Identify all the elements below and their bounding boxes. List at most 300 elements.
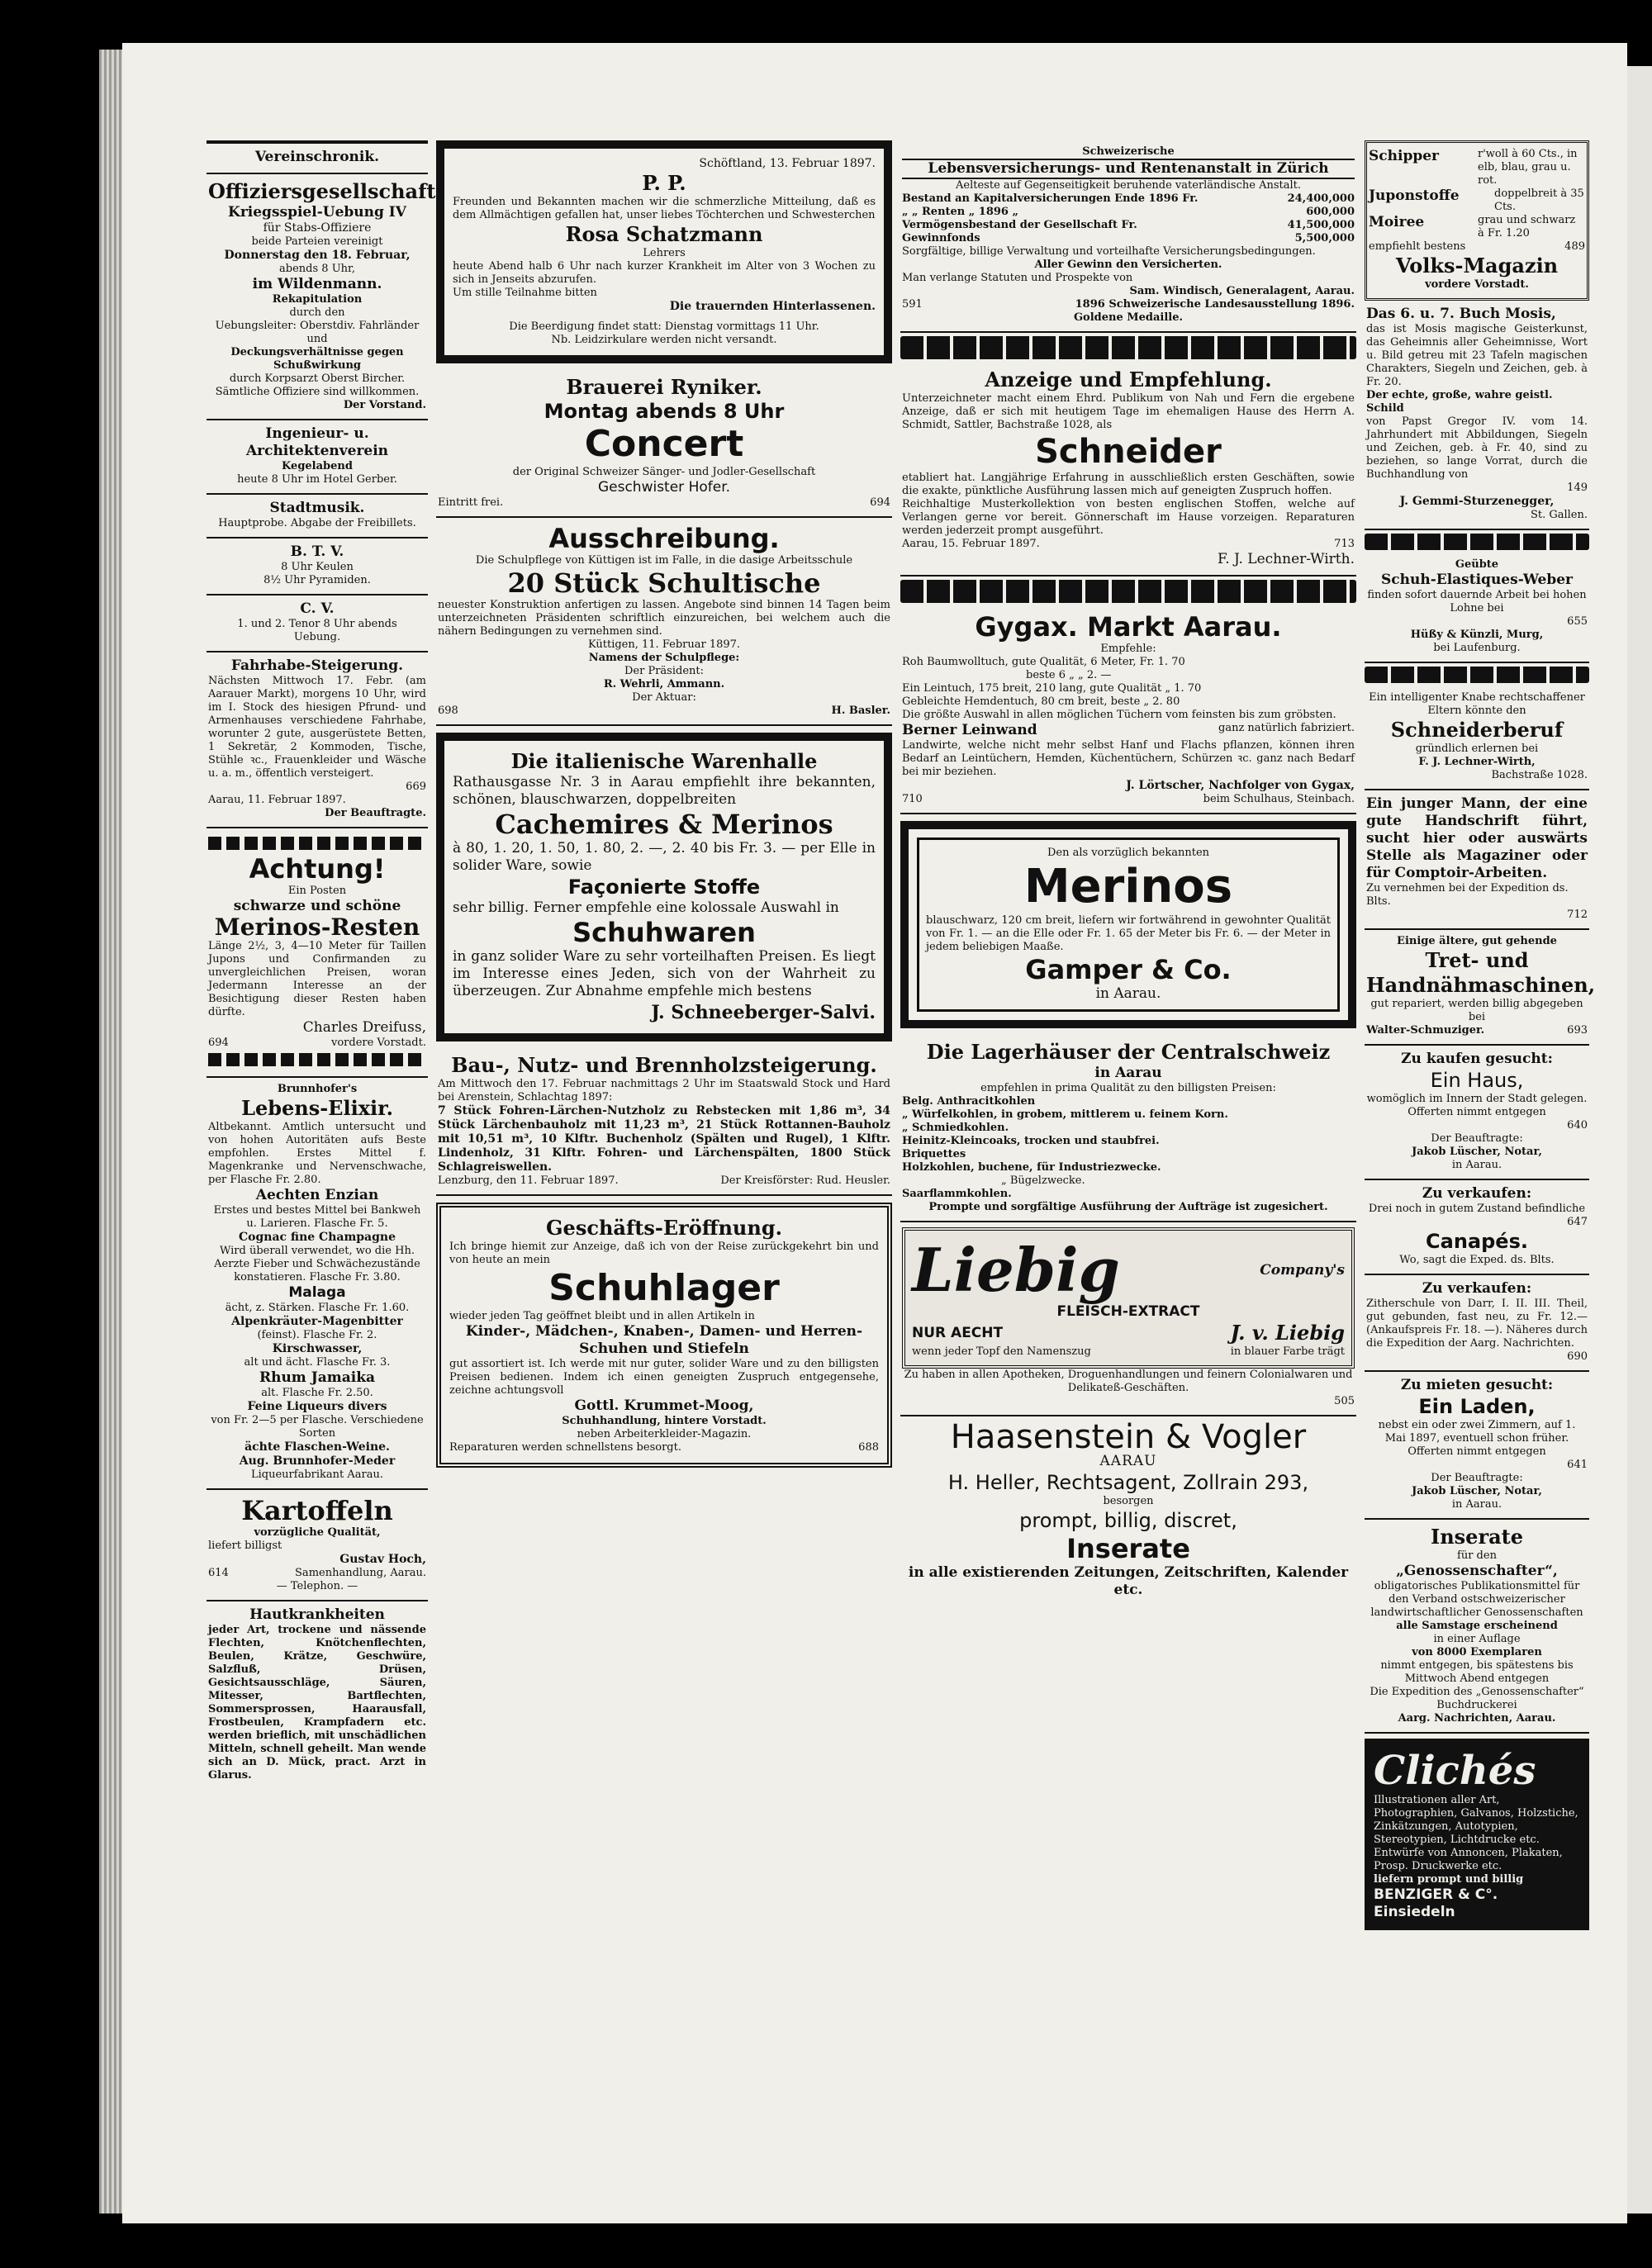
ad-number: 614 <box>208 1567 229 1579</box>
ad-kartoffeln <box>206 1490 428 1601</box>
ad-laden-gesucht <box>1365 1372 1589 1520</box>
text: Entwürfe von Annoncen, Plakaten, Prosp. Druckwerke etc. <box>1374 1847 1563 1872</box>
ornament-bar <box>208 837 426 850</box>
heading: Vereinschronik. <box>254 149 380 165</box>
brand-logo: Liebig <box>912 1235 1120 1305</box>
text: 8½ Uhr Pyramiden. <box>263 574 371 586</box>
heading: Kartoffeln <box>241 1495 393 1526</box>
text: der Original Schweizer Sänger- und Jodler-Gesellschaft <box>512 466 816 478</box>
text: Den als vorzüglich bekannten <box>1047 847 1210 859</box>
product: Rhum Jamaika <box>259 1369 376 1386</box>
text: durch Korpsarzt Oberst Bircher. <box>229 372 406 385</box>
signature: Der Beauftragte. <box>325 807 426 819</box>
ad-genossenschafter <box>1365 1520 1589 1734</box>
ad-stellengesuch <box>1365 790 1589 930</box>
advertiser: F. J. Lechner-Wirth. <box>1218 551 1355 567</box>
heading: Schuh-Elastiques-Weber <box>1380 572 1573 588</box>
text: Die Expedition des „Genossenschafter“ <box>1370 1686 1584 1698</box>
address: in Aarau. <box>1095 985 1161 1002</box>
text: Reparaturen werden schnellstens besorgt. <box>449 1441 681 1454</box>
ad-number: 505 <box>1334 1395 1355 1407</box>
ad-zitherschule <box>1365 1275 1589 1372</box>
ad-number: 694 <box>208 1037 229 1049</box>
text: H. Basler. <box>831 705 890 717</box>
headline: Tret- und Handnähmaschinen, <box>1366 948 1596 997</box>
price-line: Ein Leintuch, 175 breit, 210 lang, gute Qualität „ 1. 70 <box>902 682 1202 695</box>
heading: Ausschreibung. <box>548 523 780 554</box>
ad-number: 712 <box>1567 909 1588 921</box>
headline: Merinos <box>1023 860 1233 913</box>
text: Gewinnfonds <box>902 232 980 244</box>
text: 1. und 2. Tenor 8 Uhr abends <box>237 618 397 630</box>
address: Samenhandlung, Aarau. <box>295 1567 426 1579</box>
text: Schweizerische <box>1082 145 1175 158</box>
product: Holzkohlen, buchene, für Industriezwecke. <box>902 1161 1161 1174</box>
text: Schußwirkung <box>273 359 362 372</box>
text: (feinst). Flasche Fr. 2. <box>257 1329 377 1341</box>
ad-number: 489 <box>1564 240 1585 253</box>
text: ächt, z. Stärken. Flasche Fr. 1.60. <box>225 1302 410 1314</box>
text: Company's <box>1260 1261 1345 1279</box>
brand-logo: Clichés <box>1374 1748 1536 1794</box>
ad-number: 655 <box>1567 615 1588 628</box>
text: Uebungsleiter: Oberstdiv. Fahrländer <box>215 320 420 332</box>
text: alle Samstage erscheinend <box>1396 1620 1558 1632</box>
product: Aechten Enzian <box>255 1187 379 1203</box>
date: Küttigen, 11. Februar 1897. <box>587 638 741 651</box>
ad-todesanzeige <box>436 140 892 363</box>
text: Wo, sagt die Exped. ds. Blts. <box>1399 1254 1555 1266</box>
ad-number: 698 <box>438 705 458 717</box>
heading: Stadtmusik. <box>269 500 365 516</box>
advertiser: J. Lörtscher, Nachfolger von Gygax, <box>1126 779 1355 792</box>
text: doppelbreit à 35 Cts. <box>1494 187 1584 213</box>
text: Die Schulpflege von Küttigen ist im Falle, in die dasige Arbeitsschule <box>475 554 853 567</box>
heading: C. V. <box>300 600 335 617</box>
next-page-edge <box>1627 66 1652 2213</box>
advertiser: Gamper & Co. <box>1025 954 1232 985</box>
advertiser: Charles Dreifuss, <box>302 1019 426 1036</box>
text: 1896 Schweizerische Landesausstellung 1896. <box>1075 298 1355 311</box>
text: Nb. Leidzirkulare werden nicht versandt. <box>551 334 777 346</box>
ad-italienische-warenhalle <box>436 733 892 1041</box>
product: Berner Leinwand <box>902 722 1037 738</box>
product: Juponstoffe <box>1369 187 1460 204</box>
text: „ „ Renten „ 1896 „ <box>902 206 1018 218</box>
text: wenn jeder Topf den Namenszug <box>912 1345 1091 1358</box>
headline: Merinos-Resten <box>214 913 420 941</box>
text: r'woll à 60 Cts., in elb, blau, grau u. rot. <box>1478 148 1578 187</box>
text: das ist Mosis magische Geisterkunst, das Geheimnis aller Geheimnisse, Wort u. Bild getreu mit 23 Tafeln magischen Charakters, Siegeln und Zeichen, geb. à Fr. 20. <box>1366 323 1588 388</box>
ad-liebig <box>900 1222 1356 1416</box>
text: Deckungsverhältnisse gegen <box>230 346 404 358</box>
ad-holzsteigerung <box>436 1048 892 1196</box>
text: Am Mittwoch den 17. Februar nachmittags 2 Uhr im Staatswald Stock und Hard bei Arenstein, Schlachtag 1897: <box>438 1078 890 1103</box>
text: R. Wehrli, Ammann. <box>603 678 725 690</box>
address: beim Schulhaus, Steinbach. <box>1203 793 1355 805</box>
value: 41,500,000 <box>1287 219 1355 231</box>
product: Saarflammkohlen. <box>902 1188 1012 1200</box>
text: Sorgfältige, billige Verwaltung und vorteilhafte Versicherungsbedingungen. <box>902 245 1316 258</box>
column-3 <box>900 140 1356 1606</box>
ad-btv <box>206 539 428 595</box>
ad-number: 640 <box>1567 1119 1588 1132</box>
product: Heinitz-Kleincoaks, trocken und staubfrei. <box>902 1135 1160 1147</box>
ad-geschaefts-eroeffnung <box>436 1203 892 1468</box>
text: Empfehle: <box>1100 643 1156 655</box>
text: Zitherschule von Darr, I. II. III. Theil, gut gebunden, fast neu, zu Fr. 12.— (Ankaufspreis Fr. 18. —). Näheres durch die Expedition der Aarg. Nachrichten. <box>1366 1298 1588 1350</box>
text: neuester Konstruktion anfertigen zu lassen. Angebote sind binnen 14 Tagen beim unterzeichneten Präsidenten schriftlich einzureichen, bei welchem auch die nähern Bedingungen zu vernehmen sind. <box>438 599 890 638</box>
text: liefern prompt und billig <box>1374 1873 1524 1886</box>
text: 7 Stück Fohren-Lärchen-Nutzholz zu Rebstecken mit 1,86 m³, 34 Stück Lärchenbauholz mit 11,23 m³, 21 Stück Rottannen-Bauholz mit 10,51 m³, 10 Klftr. Buchenholz (Spälten und Rugel), 1 Klftr. Lindenholz, 31 Klftr. Fohren- und Lärchenspälten, 1800 Stück Schlagreiswellen. <box>438 1104 890 1174</box>
heading: Zu kaufen gesucht: <box>1401 1051 1553 1067</box>
text: Die größte Auswahl in allen möglichen Tüchern vom feinsten bis zum gröbsten. <box>902 709 1336 721</box>
text: Erstes und bestes Mittel bei Bankweh u. Larieren. Flasche Fr. 5. <box>213 1204 421 1230</box>
text: heute Abend halb 6 Uhr nach kurzer Krankheit im Alter von 3 Wochen zu sich in Jenseits abzurufen. <box>453 260 876 286</box>
text: Landwirte, welche nicht mehr selbst Hanf und Flachs pflanzen, können ihren Bedarf an Leintüchern, Hemden, Küchentüchern, Schürzen ꝛc. ganz nach Bedarf bei mir beziehen. <box>902 739 1355 778</box>
text: Länge 2½, 3, 4—10 Meter für Taillen Jupons und Confirmanden zu unvergleichlichen Preisen, woran Jedermann Interesse an der Besichtigung dieser Resten haben dürfte. <box>208 940 426 1018</box>
text: Der echte, große, wahre geistl. Schild <box>1366 389 1553 415</box>
text: Ich bringe hiemit zur Anzeige, daß ich von der Reise zurückgekehrt bin und von heute an mein <box>449 1241 879 1266</box>
text: Ein Posten <box>287 885 347 897</box>
heading: Lebens-Elixir. <box>241 1096 393 1120</box>
text: besorgen <box>1103 1495 1154 1507</box>
ad-hautkrankheiten <box>206 1601 428 1789</box>
value: 600,000 <box>1306 206 1355 218</box>
text: Schuhhandlung, hintere Vorstadt. <box>562 1415 767 1427</box>
text: finden sofort dauernde Arbeit bei hohen Lohne bei <box>1367 589 1587 614</box>
text: à 80, 1. 20, 1. 50, 1. 80, 2. —, 2. 40 bis Fr. 3. — per Elle in solider Ware, sowie <box>453 840 876 874</box>
ad-number: 591 <box>902 298 923 311</box>
ad-vereinschronik <box>206 140 428 174</box>
advertiser: Gottl. Krummet-Moog, <box>574 1397 754 1414</box>
advertiser: F. J. Lechner-Wirth, <box>1418 756 1536 768</box>
deceased-name: Rosa Schatzmann <box>565 222 763 246</box>
product: Alpenkräuter-Magenbitter <box>231 1315 403 1328</box>
ad-concert <box>436 370 892 518</box>
text: Ein junger Mann, der eine gute Handschrift führt, sucht hier oder auswärts Stelle als Magaziner oder für Comptoir-Arbeiten. <box>1366 795 1588 881</box>
text: für den <box>1457 1549 1497 1562</box>
headline: Inserate <box>1066 1533 1190 1564</box>
text: Ein intelligenter Knabe rechtschaffener Eltern könnte den <box>1369 691 1585 717</box>
headline: Schneider <box>1035 433 1222 471</box>
heading: Lebensversicherungs- und Rentenanstalt in Zürich <box>902 159 1355 179</box>
text: Montag abends 8 Uhr <box>544 400 785 423</box>
heading: Anzeige und Empfehlung. <box>985 368 1272 391</box>
date: Aarau, 11. Februar 1897. <box>208 794 346 806</box>
product: ächte Flaschen-Weine. <box>244 1440 390 1454</box>
ad-canapes <box>1365 1180 1589 1275</box>
performers: Geschwister Hofer. <box>597 479 731 496</box>
text: Bestand an Kapitalversicherungen Ende 1896 Fr. <box>902 192 1199 205</box>
ad-number: 713 <box>1334 538 1355 550</box>
text: H. Heller, Rechtsagent, Zollrain 293, <box>947 1471 1309 1494</box>
headline: Schneiderberuf <box>1390 718 1564 742</box>
value: 24,400,000 <box>1287 192 1355 205</box>
headline: Kinder-, Mädchen-, Knaben-, Damen- und Herren-Schuhen und Stiefeln <box>465 1323 863 1357</box>
ad-volks-magazin <box>1365 140 1589 301</box>
address: in Aarau. <box>1451 1498 1502 1511</box>
ad-lagerhaeuser <box>900 1035 1356 1222</box>
text: vorzügliche Qualität, <box>254 1526 381 1539</box>
text: Altbekannt. Amtlich untersucht und von hohen Autoritäten aufs Beste empfohlen. Erstes Mittel f. Magenkranke und Nervenschwache, per Flasche Fr. 2.80. <box>208 1121 426 1186</box>
text: Unterzeichneter macht einem Ehrd. Publikum von Nah und Fern die ergebene Anzeige, daß er sich mit heutigem Tage im ehemaligen Hause des Herrn A. Schmidt, Sattler, Bachstraße 1028, als <box>902 392 1355 431</box>
text: Um stille Teilnahme bitten <box>453 287 597 299</box>
text: Reichhaltige Musterkollektion von besten englischen Stoffen, welche auf Verlangen gerne vor bereit. Gönnerschaft im Hause vorzeigen. Reparaturen werden jederzeit prompt ausgeführt. <box>902 498 1355 537</box>
text: im Wildenmann. <box>252 276 382 292</box>
text: Aelteste auf Gegenseitigkeit beruhende vaterländische Anstalt. <box>956 179 1301 192</box>
ad-cv <box>206 595 428 652</box>
text: in Aarau <box>1094 1065 1162 1081</box>
ad-lebensversicherung <box>900 140 1356 333</box>
text: prompt, billig, discret, <box>1019 1509 1237 1532</box>
product: Cognac fine Champagne <box>239 1231 396 1244</box>
text: liefert billigst <box>208 1540 282 1552</box>
heading: B. T. V. <box>290 543 344 560</box>
text: Geübte <box>1455 558 1499 571</box>
text: gut assortiert ist. Ich werde mit nur guter, solider Ware und zu den billigsten Preisen bedienen. Indem ich einen geneigten Zuspruch entgegensehe, zeichne achtungsvoll <box>449 1358 879 1397</box>
signature: Der Kreisförster: Rud. Heusler. <box>720 1174 890 1187</box>
page-edge-stack <box>99 50 122 2213</box>
text: Die Beerdigung findet statt: Dienstag vormittags 11 Uhr. <box>509 320 819 333</box>
text: Sam. Windisch, Generalagent, Aarau. <box>1129 285 1355 297</box>
product: Kirschwasser, <box>272 1342 363 1355</box>
product: „ Bügelzwecke. <box>1001 1174 1085 1187</box>
heading: Die italienische Warenhalle <box>510 749 818 773</box>
product: „ Würfelkohlen, in grobem, mittlerem u. feinem Korn. <box>902 1108 1228 1121</box>
ad-number: 688 <box>858 1441 879 1454</box>
ad-offiziersgesellschaft <box>206 174 443 420</box>
advertiser: Volks-Magazin <box>1395 254 1559 278</box>
ad-ingenieurverein <box>206 420 428 495</box>
text: Der Präsident: <box>624 665 704 677</box>
advertiser: BENZIGER & C°. Einsiedeln <box>1374 1886 1498 1920</box>
headline: Schuhlager <box>548 1267 780 1309</box>
ornament-bar <box>208 1053 426 1066</box>
text: in einer Auflage <box>1433 1633 1521 1645</box>
ad-number: 690 <box>1567 1350 1588 1363</box>
text: Rekapitulation <box>272 293 363 306</box>
heading: Ingenieur- u. Architektenverein <box>245 425 389 459</box>
signature: Die trauernden Hinterlassenen. <box>669 300 876 313</box>
date: Aarau, 15. Februar 1897. <box>902 538 1040 550</box>
text: Goldene Medaille. <box>1073 311 1184 324</box>
ad-cliches-benziger <box>1365 1739 1589 1930</box>
date: Schöftland, 13. Februar 1897. <box>699 157 876 170</box>
advertiser: Aug. Brunnhofer-Meder <box>239 1454 396 1468</box>
advertiser: Jakob Lüscher, Notar, <box>1412 1146 1542 1158</box>
text: 8 Uhr Keulen <box>281 561 354 573</box>
ad-merinos-gamper <box>900 821 1356 1028</box>
text: Buchdruckerei <box>1436 1699 1517 1711</box>
text: Aarg. Nachrichten, Aarau. <box>1398 1712 1556 1725</box>
address: vordere Vorstadt. <box>330 1037 426 1049</box>
text: etabliert hat. Langjährige Erfahrung in ausschließlich ersten Geschäften, sowie die exakte, pünktliche Ausführung lassen mich auf geneigten Zuspruch hoffen. <box>902 472 1355 497</box>
price-line: Roh Baumwolltuch, gute Qualität, 6 Meter, Fr. 1. 70 <box>902 656 1185 668</box>
column-4 <box>1365 140 1596 1930</box>
ad-number: 710 <box>902 793 923 805</box>
advertiser: Hüßy & Künzli, Murg, <box>1410 629 1544 641</box>
text: Vermögensbestand der Gesellschaft Fr. <box>902 219 1137 231</box>
text: schwarze und schöne <box>233 898 401 914</box>
ornament-bar <box>1365 667 1589 683</box>
signature: J. v. Liebig <box>1230 1321 1345 1345</box>
ad-number: 693 <box>1567 1024 1588 1037</box>
subheading: Kriegsspiel-Uebung IV <box>228 204 406 221</box>
heading: Die Lagerhäuser der Centralschweiz <box>926 1040 1331 1064</box>
text: abends 8 Uhr, <box>279 263 355 275</box>
heading: Offiziersgesellschaft. <box>208 179 443 203</box>
text: Freunden und Bekannten machen wir die schmerzliche Mitteilung, daß es dem Allmächtigen gefallen hat, unser liebes Töchterchen und Schwesterchen <box>453 196 876 221</box>
ad-buch-mosis <box>1365 301 1589 530</box>
ad-gygax <box>900 606 1356 814</box>
text: NUR AECHT <box>912 1324 1004 1341</box>
text: Zu vernehmen bei der Expedition ds. Blts. <box>1366 882 1569 908</box>
telephone: — Telephon. — <box>276 1580 358 1592</box>
ad-ausschreibung <box>436 518 892 726</box>
product: Feine Liqueurs divers <box>247 1400 387 1413</box>
price-line: beste 6 „ „ 2. — <box>1026 669 1112 681</box>
headline: Concert <box>584 423 744 465</box>
signature: Der Vorstand. <box>343 399 426 411</box>
ad-number: 641 <box>1567 1459 1588 1471</box>
heading: Zu mieten gesucht: <box>1400 1377 1554 1393</box>
headline: 20 Stück Schultische <box>507 567 821 599</box>
text: in blauer Farbe trägt <box>1230 1345 1345 1358</box>
ornament-bar <box>900 580 1356 603</box>
ad-number: 149 <box>1567 482 1588 494</box>
text: wieder jeden Tag geöffnet bleibt und in allen Artikeln in <box>449 1310 755 1322</box>
heading: Brauerei Ryniker. <box>566 375 762 399</box>
ad-number: 669 <box>406 781 426 793</box>
date: Lenzburg, den 11. Februar 1897. <box>438 1174 619 1187</box>
ad-number: 694 <box>870 496 890 509</box>
value: 5,500,000 <box>1294 232 1355 244</box>
headline: Façonierte Stoffe <box>567 875 761 899</box>
address: St. Gallen. <box>1530 509 1588 521</box>
product: „ Schmiedkohlen. <box>902 1122 1009 1134</box>
text: jeder Art, trockene und nässende Flechten, Knötchenflechten, Beulen, Krätze, Geschwüre, Salzfluß, Drüsen, Gesichtsausschläge, Säuren, Mitesser, Bartflechten, Sommersprossen, Haarausfall, Frostbeulen, Krampfadern etc. werden brieflich, mit unschädlichen Mitteln, schnell geheilt. Man wende sich an D. Mück, pract. Arzt in Glarus. <box>208 1624 426 1782</box>
text: Der Aktuar: <box>632 691 696 704</box>
text: von Papst Gregor IV. vom 14. Jahrhundert mit Abbildungen, Siegeln und Zeichen, geb. à Fr. 40, sind zu beziehen, so lange Vorrat, durch die Buchhandlung von <box>1366 415 1588 481</box>
text: Der Beauftragte: <box>1431 1132 1523 1145</box>
product: Schipper <box>1369 148 1439 164</box>
text: Nächsten Mittwoch 17. Febr. (am Aarauer Markt), morgens 10 Uhr, wird im I. Stock des hiesigen Pfrund- und Armenhauses verschiedene Fahrhabe, worunter 2 gute, ausgerüstete Betten, 1 Sekretär, 2 Kommoden, Tische, Stühle ꝛc., Frauenkleider und Wäsche u. a. m., öffentlich versteigert. <box>208 675 426 780</box>
heading: Das 6. u. 7. Buch Mosis, <box>1366 306 1556 322</box>
text: Wird überall verwendet, wo die Hh. Aerzte Fieber und Schwächezustände konstatieren. Flasche Fr. 3.80. <box>214 1245 420 1283</box>
ornament-bar <box>1365 534 1589 550</box>
text: Lehrers <box>643 247 686 259</box>
product: FLEISCH-EXTRACT <box>1056 1303 1200 1320</box>
ad-achtung <box>206 828 428 1078</box>
text: nimmt entgegen, bis spätestens bis Mittwoch Abend entgegen <box>1380 1659 1574 1685</box>
text: empfehlen in prima Qualität zu den billigsten Preisen: <box>980 1082 1276 1094</box>
heading: Gygax. Markt Aarau. <box>975 611 1282 643</box>
ad-lehrstelle <box>1365 686 1589 790</box>
address: in Aarau. <box>1451 1159 1502 1171</box>
heading: Achtung! <box>249 853 386 885</box>
advertiser: Gustav Hoch, <box>339 1553 426 1566</box>
ad-stadtmusik <box>206 495 428 539</box>
text: Donnerstag den 18. Februar, <box>224 249 411 262</box>
advertiser: J. Schneeberger-Salvi. <box>651 1002 876 1023</box>
text: Illustrationen aller Art, Photographien, Galvanos, Holzstiche, Zinkätzungen, Autotypien, Stereotypien, Lichtdrucke etc. <box>1374 1794 1578 1846</box>
headline: Schuhwaren <box>572 917 756 948</box>
ad-number: 647 <box>1567 1216 1588 1228</box>
text: und <box>306 333 328 345</box>
text: Hauptprobe. Abgabe der Freibillets. <box>218 517 416 529</box>
text: Rathausgasse Nr. 3 in Aarau empfiehlt ihre bekannten, schönen, blauschwarzen, doppelbreiten <box>453 774 876 808</box>
ornament-bar <box>900 336 1356 359</box>
text: Man verlange Statuten und Prospekte von <box>902 272 1133 284</box>
headline: Canapés. <box>1426 1230 1528 1253</box>
text: Einige ältere, gut gehende <box>1397 935 1557 947</box>
heading: Inserate <box>1430 1525 1523 1549</box>
text: Uebung. <box>293 631 341 643</box>
text: obligatorisches Publikationsmittel für den Verband ostschweizerischer landwirtschaftlicher Genossenschaften <box>1370 1580 1583 1619</box>
text: Liqueurfabrikant Aarau. <box>251 1469 383 1481</box>
advertiser: Jakob Lüscher, Notar, <box>1412 1485 1542 1497</box>
text: Sämtliche Offiziere sind willkommen. <box>215 386 420 398</box>
ad-lebens-elixir <box>206 1078 428 1490</box>
text: AARAU <box>1099 1453 1157 1469</box>
text: für Stabs-Offiziere <box>263 221 372 235</box>
ad-anzeige-empfehlung <box>900 363 1356 576</box>
ad-schuh-elastiques <box>1365 553 1589 663</box>
text: sehr billig. Ferner empfehle eine kolossale Auswahl in <box>453 899 839 916</box>
text: Der Beauftragte: <box>1431 1472 1523 1484</box>
heading: Geschäfts-Eröffnung. <box>546 1216 782 1240</box>
text: Aller Gewinn den Versicherten. <box>1034 259 1222 271</box>
salutation: P. P. <box>642 171 686 195</box>
heading: Zu verkaufen: <box>1422 1185 1532 1202</box>
product: Moiree <box>1369 214 1425 230</box>
heading: Zu verkaufen: <box>1422 1280 1532 1297</box>
heading: Bau-, Nutz- und Brennholzsteigerung. <box>451 1053 877 1077</box>
text: Eintritt frei. <box>438 496 504 509</box>
text: beide Parteien vereinigt <box>251 235 383 248</box>
column-2 <box>436 140 892 1468</box>
advertiser: Walter-Schmuziger. <box>1366 1024 1485 1037</box>
headline: „Genossenschafter“, <box>1396 1563 1558 1579</box>
text: von 8000 Exemplaren <box>1412 1646 1542 1658</box>
ad-fahrhabe <box>206 652 428 828</box>
text: in alle existierenden Zeitungen, Zeitschriften, Kalender etc. <box>908 1564 1349 1598</box>
product: Malaga <box>288 1284 346 1301</box>
headline: Ein Laden, <box>1418 1395 1536 1418</box>
heading: Haasenstein & Vogler <box>950 1418 1307 1456</box>
product: Belg. Anthracitkohlen <box>902 1095 1036 1108</box>
text: blauschwarz, 120 cm breit, liefern wir fortwährend in gewohnter Qualität von Fr. 1. — an die Elle oder Fr. 1. 65 der Meter bis Fr. 6. — der Meter in jedem beliebigen Maaße. <box>926 914 1331 953</box>
text: alt. Flasche Fr. 2.50. <box>261 1387 373 1399</box>
headline: Ein Haus, <box>1430 1069 1524 1092</box>
text: Drei noch in gutem Zustand befindliche <box>1368 1203 1586 1215</box>
heading: Hautkrankheiten <box>249 1606 385 1623</box>
headline: Cachemires & Merinos <box>495 809 833 840</box>
text: ganz natürlich fabriziert. <box>1218 722 1355 734</box>
text: gründlich erlernen bei <box>1415 743 1539 755</box>
text: von Fr. 2—5 per Flasche. Verschiedene Sorten <box>211 1414 424 1440</box>
ad-naehmaschinen <box>1365 930 1596 1046</box>
text: alt und ächt. Flasche Fr. 3. <box>244 1356 391 1369</box>
ad-haasenstein-vogler <box>900 1416 1356 1606</box>
text: womöglich im Innern der Stadt gelegen. Offerten nimmt entgegen <box>1366 1093 1588 1118</box>
price-line: Gebleichte Hemdentuch, 80 cm breit, beste „ 2. 80 <box>902 695 1180 708</box>
address: vordere Vorstadt. <box>1425 278 1529 291</box>
text: Zu haben in allen Apotheken, Droguenhandlungen und feinern Colonialwaren und Delikateß-Geschäften. <box>904 1369 1353 1394</box>
advertiser: J. Gemmi-Sturzenegger, <box>1399 495 1555 508</box>
column-1 <box>206 140 443 1789</box>
